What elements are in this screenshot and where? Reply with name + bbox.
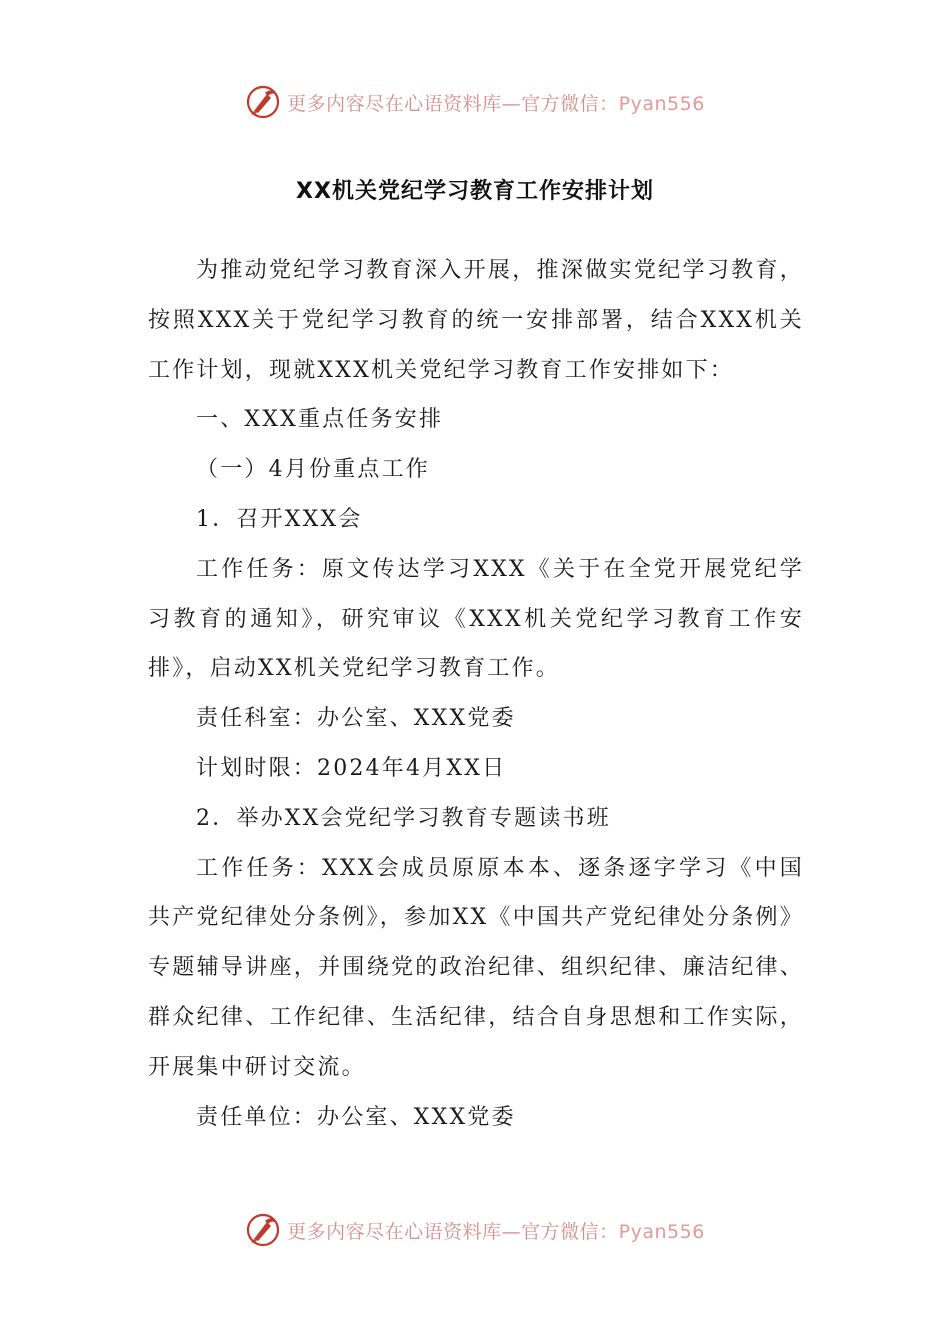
footer-banner [0, 1208, 950, 1252]
wechat-id: Pyan556 [618, 92, 705, 115]
pen-nib-logo-icon [245, 1212, 281, 1248]
paragraph: 责任单位：办公室、XXX党委 [196, 1104, 516, 1130]
item-heading: 1．召开XXX会 [196, 506, 363, 532]
banner-caption: 更多内容尽在心语资料库—官方微信：Pyan556 [287, 1220, 705, 1243]
pen-nib-logo-icon [245, 84, 281, 120]
paragraph: 计划时限：2024年4月XX日 [196, 755, 507, 781]
header-banner [0, 80, 950, 124]
paragraph: 工作任务：XXX会成员原原本本、逐条逐字学习《中国共产党纪律处分条例》，参加XX《中国共产党纪律处分条例》专题辅导讲座，并围绕党的政治纪律、组织纪律、廉洁纪律、群众纪律、工作纪律、生活纪律，结合自身思想和工作实际，开展集中研讨交流。 [148, 855, 804, 1080]
paragraph: 责任科室：办公室、XXX党委 [196, 706, 516, 732]
document-body [148, 246, 804, 1142]
item-heading: 2．举办XX会党纪学习教育专题读书班 [196, 805, 611, 831]
section-heading: 一、XXX重点任务安排 [196, 407, 444, 433]
paragraph: 为推动党纪学习教育深入开展，推深做实党纪学习教育，按照XXX关于党纪学习教育的统一安排部署，结合XXX机关工作计划，现就XXX机关党纪学习教育工作安排如下： [148, 258, 804, 383]
document-title: XX机关党纪学习教育工作安排计划 [296, 179, 654, 204]
paragraph: 工作任务：原文传达学习XXX《关于在全党开展党纪学习教育的通知》，研究审议《XXX机关党纪学习教育工作安排》，启动XX机关党纪学习教育工作。 [148, 556, 804, 682]
subsection-heading: （一）4月份重点工作 [196, 457, 430, 483]
banner-caption: 更多内容尽在心语资料库—官方微信：Pyan556 [287, 92, 705, 115]
wechat-id: Pyan556 [618, 1220, 705, 1243]
